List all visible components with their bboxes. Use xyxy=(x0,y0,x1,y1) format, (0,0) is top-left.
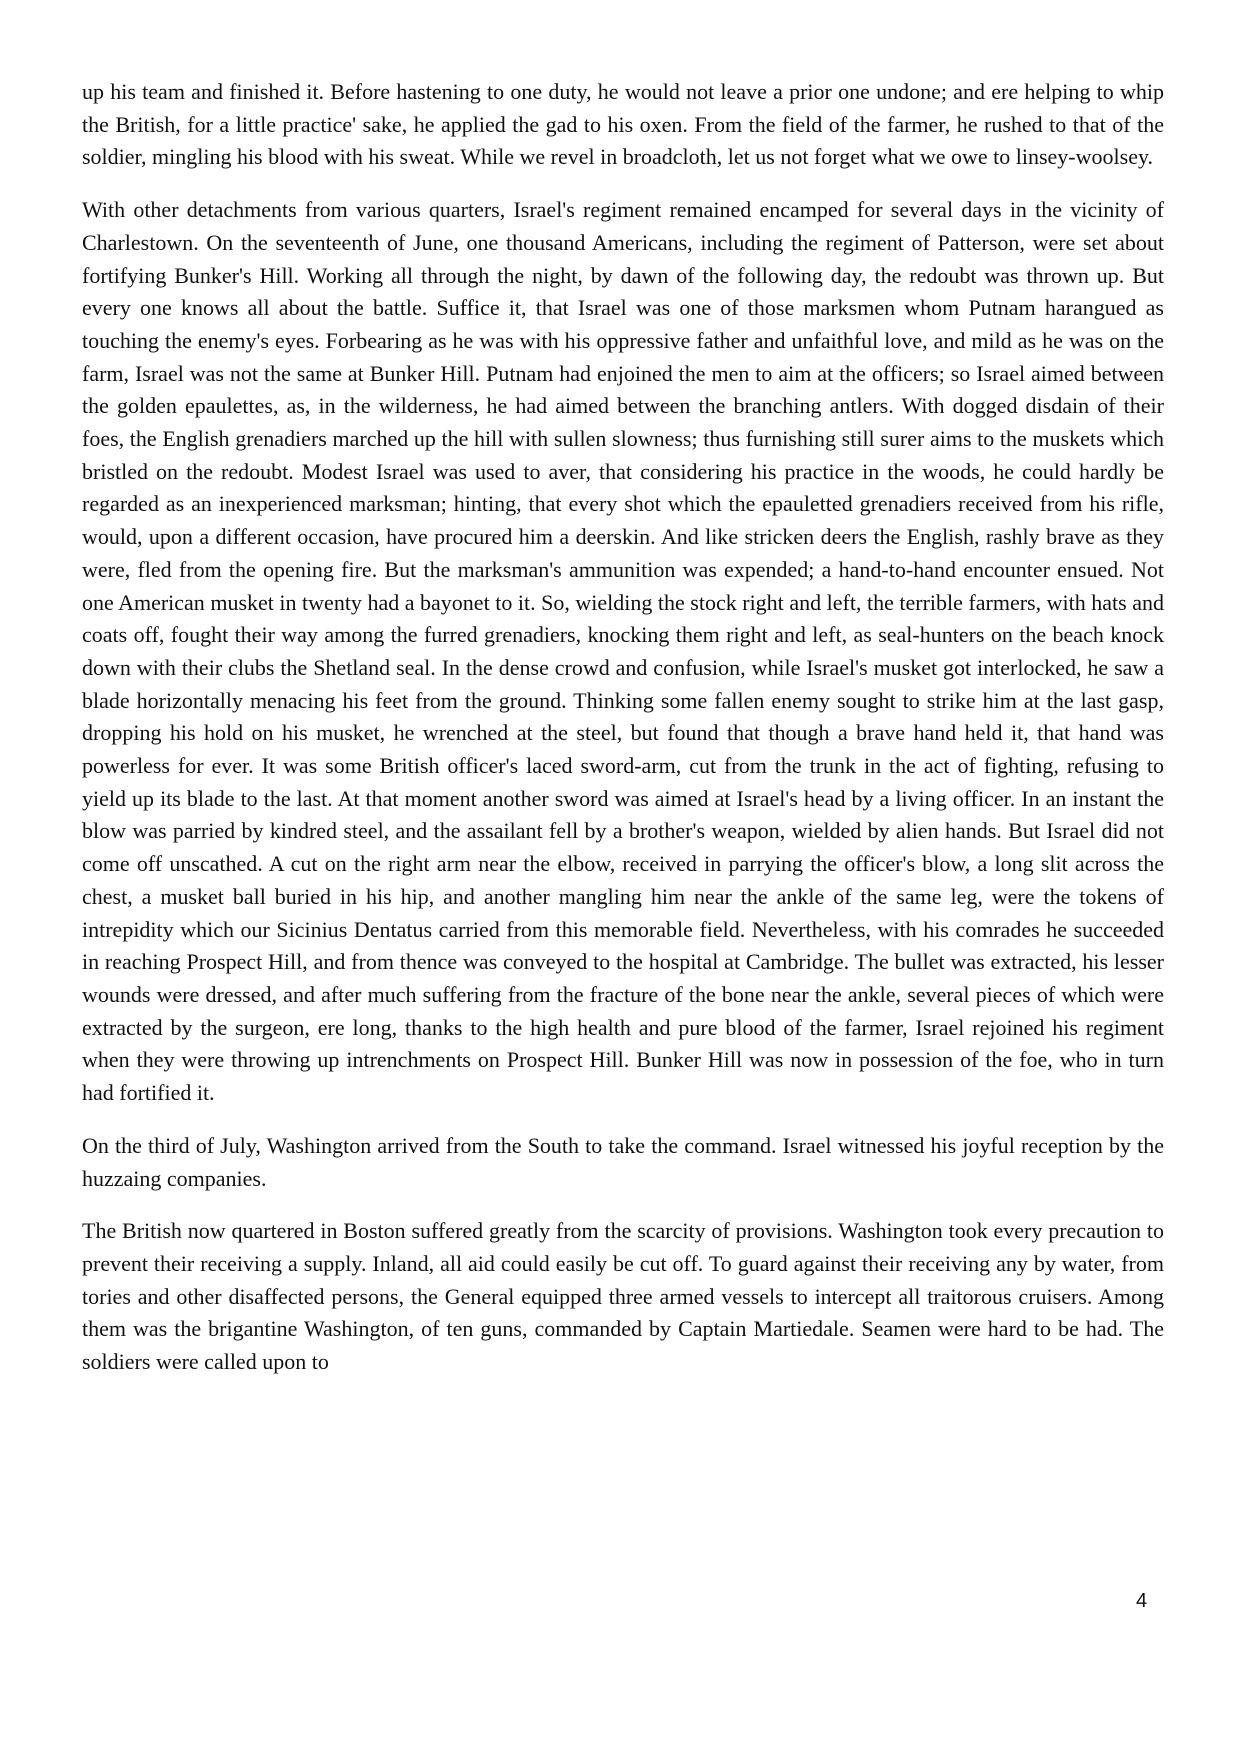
paragraph-4: The British now quartered in Boston suffered greatly from the scarcity of provisions. Washington took every precaution to prevent their receiving a supply. Inland, all aid could easily be cut off. To guard against their receiving any by water, from tories and other disaffected persons, the General equipped three armed vessels to intercept all traitorous cruisers. Among them was the brigantine Washington, of ten guns, commanded by Captain Martiedale. Seamen were hard to be had. The soldiers were called upon to xyxy=(82,1218,1164,1375)
page-body xyxy=(82,76,1164,1399)
paragraph-1: up his team and finished it. Before hastening to one duty, he would not leave a prior one undone; and ere helping to whip the British, for a little practice' sake, he applied the gad to his oxen. From the field of the farmer, he rushed to that of the soldier, mingling his blood with his sweat. While we revel in broadcloth, let us not forget what we owe to linsey-woolsey. xyxy=(82,79,1164,170)
paragraph-3: On the third of July, Washington arrived from the South to take the command. Israel witnessed his joyful reception by the huzzaing companies. xyxy=(82,1132,1164,1191)
paragraph-2: With other detachments from various quarters, Israel's regiment remained encamped for several days in the vicinity of Charlestown. On the seventeenth of June, one thousand Americans, including the regiment of Patterson, were set about fortifying Bunker's Hill. Working all through the night, by dawn of the following day, the redoubt was thrown up. But every one knows all about the battle. Suffice it, that Israel was one of those marksmen whom Putnam harangued as touching the enemy's eyes. Forbearing as he was with his oppressive father and unfaithful love, and mild as he was on the farm, Israel was not the same at Bunker Hill. Putnam had enjoined the men to aim at the officers; so Israel aimed between the golden epaulettes, as, in the wilderness, he had aimed between the branching antlers. With dogged disdain of their foes, the English grenadiers marched up the hill with sullen slowness; thus furnishing still surer aims to the muskets which bristled on the redoubt. Modest Israel was used to aver, that considering his practice in the woods, he could hardly be regarded as an inexperienced marksman; hinting, that every shot which the epauletted grenadiers received from his rifle, would, upon a different occasion, have procured him a deerskin. And like stricken deers the English, rashly brave as they were, fled from the opening fire. But the marksman's ammunition was expended; a hand-to-hand encounter ensued. Not one American musket in twenty had a bayonet to it. So, wielding the stock right and left, the terrible farmers, with hats and coats off, fought their way among the furred grenadiers, knocking them right and left, as seal-hunters on the beach knock down with their clubs the Shetland seal. In the dense crowd and confusion, while Israel's musket got interlocked, he saw a blade horizontally menacing his feet from the ground. Thinking some fallen enemy sought to strike him at the last gasp, dropping his hold on his musket, he wrenched at the steel, but found that though a brave hand held it, that hand was powerless for ever. It was some British officer's laced sword-arm, cut from the trunk in the act of fighting, refusing to yield up its blade to the last. At that moment another sword was aimed at Israel's head by a living officer. In an instant the blow was parried by kindred steel, and the assailant fell by a brother's weapon, wielded by alien hands. But Israel did not come off unscathed. A cut on the right arm near the elbow, received in parrying the officer's blow, a long slit across the chest, a musket ball buried in his hip, and another mangling him near the ankle of the same leg, were the tokens of intrepidity which our Sicinius Dentatus carried from this memorable field. Nevertheless, with his comrades he succeeded in reaching Prospect Hill, and from thence was conveyed to the hospital at Cambridge. The bullet was extracted, his lesser wounds were dressed, and after much suffering from the fracture of the bone near the ankle, several pieces of which were extracted by the surgeon, ere long, thanks to the high health and pure blood of the farmer, Israel rejoined his regiment when they were throwing up intrenchments on Prospect Hill. Bunker Hill was now in possession of the foe, who in turn had fortified it. xyxy=(82,197,1164,1106)
page-number: 4 xyxy=(1136,1590,1148,1612)
